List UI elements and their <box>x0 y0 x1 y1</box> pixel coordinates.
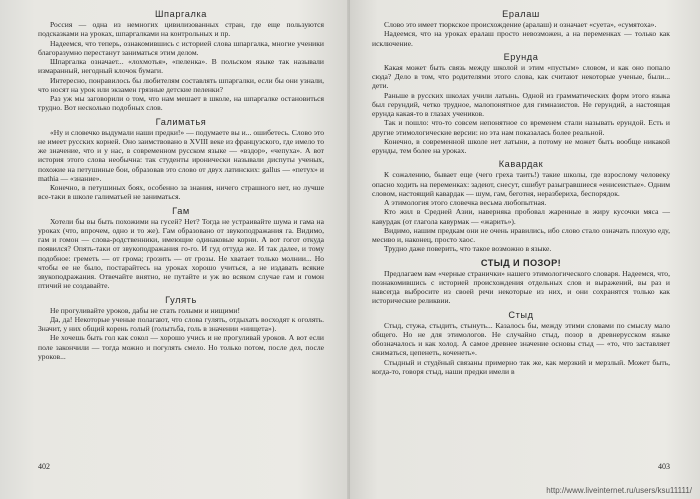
paragraph: Хотели бы вы быть похожими на гусей? Нет? Тогда не устраивайте шума и гама на уроках (что, впрочем, одно и то же). Гам образовано от звукоподражания га. Видимо, гам и гомон — слова-родственники, имеющие одинаковые корни. А вот гогот откуда появился? Опять-таки от звукоподражания го-го. И гуд оттуда же. И так далее, и тому подобное: греметь — от грома; грозить — от грозы. Не хватает только молнии... Но чтобы ее не было, постарайтесь на уроках хорошо учиться, а не издавать всякие звукоподражания. Отвечайте внятно, не путайте и уж во всяком случае гам и гомон птичий не создавайте. <box>38 216 324 291</box>
section-heading: Ерунда <box>503 51 539 62</box>
paragraph: Слово это имеет тюркское происхождение (аралаш) и означает «суета», «сумятоха». <box>384 20 657 29</box>
section-heading: Гам <box>172 205 190 216</box>
paragraph: Не хочешь быть гол как сокол — хорошо учись и не прогуливай уроков. А вот если поле закончили — тогда можно и погулять смело. Но только потом, после дел, после уроков... <box>38 333 324 361</box>
page-number-right: 403 <box>658 462 670 471</box>
paragraph: Кто жил в Средней Азии, наверняка пробовал жаренные в жиру кусочки мяса — кавурдак (от глагола кавурмак — «жарить»). <box>372 207 670 226</box>
paragraph: Да, да! Некоторые ученые полагают, что слова гулять, отдыхать восходят к оголять. Значит, у них общий корень голый (голытьба, голь в значении «нищета»). <box>38 314 324 333</box>
paragraph: Россия — одна из немногих цивилизованных стран, где еще пользуются подсказками на уроках, шпаргалками на контрольных и пр. <box>38 20 324 39</box>
article-section <box>372 8 670 48</box>
section-heading: СТЫД И ПОЗОР! <box>480 257 562 268</box>
paragraph: «Ну и словечко выдумали наши предки!» — подумаете вы и... ошибетесь. Слово это не имеет русских корней. Оно заимствовано в XVIII веке из французского, где имело то же значение, что и у нас, в современном русском языке — «вздор», «чепуха». А вот история этого слова необычна: так студенты иронически называли диспуты ученых, похожие на петушиные бои, образовав это слово от двух латинских: gallus — «петух» и mathia — «знание». <box>38 127 324 183</box>
paragraph: Трудно даже поверить, что такое возможно в языке. <box>384 244 552 254</box>
paragraph: Видимо, нашим предкам они не очень нравились, ибо слово стало означать плохую еду, месиво и, наконец, просто хаос. <box>372 225 670 244</box>
paragraph: Не прогуливайте уроков, дабы не стать голыми и нищими! <box>50 305 240 315</box>
paragraph: Раньше в русских школах учили латынь. Одной из грамматических форм этого языка был герундий, четко трудное, малопонятное для гимназистов. Не герундий, а настоящая ерунда какая-то в глазах учеников. <box>372 90 670 118</box>
article-section <box>372 48 670 156</box>
paragraph: Конечно, в петушиных боях, особенно за знания, ничего страшного нет, но лучше все-таки в школе галиматьей не заниматься. <box>38 183 324 202</box>
section-heading: Кавардак <box>498 159 544 170</box>
paragraph: Так и пошло: что-то совсем непонятное со временем стали называть ерундой. Есть и другие этимологические версии: но эта нам показалась более реальной. <box>372 118 670 137</box>
watermark-url[interactable]: http://www.liveinternet.ru/users/ksu11111/ <box>546 486 692 495</box>
article-section <box>38 8 324 113</box>
article-section <box>38 291 324 362</box>
paragraph: Конечно, в современной школе нет латыни, а потому не может быть вообще никакой ерунды, тем более на уроках. <box>372 136 670 155</box>
paragraph: Надеемся, что на уроках ералаш просто невозможен, а на переменках — только как исключение. <box>372 29 670 48</box>
section-heading: Гулять <box>165 294 197 305</box>
paragraph: Какая может быть связь между школой и этим «пустым» словом, и как оно попало сюда? Дело в том, что родителями этого слова, как считают некоторые ученые, были... дети. <box>372 62 670 91</box>
paragraph: Интересно, понравилось бы любителям составлять шпаргалки, если бы они узнали, что носят на урок или экзамен грязные детские пеленки? <box>38 75 324 94</box>
article-section <box>372 254 670 306</box>
section-heading: Стыд <box>508 309 534 320</box>
right-page <box>350 0 700 499</box>
article-section <box>38 202 324 291</box>
paragraph: К сожалению, бывает еще (чего греха таить!) такие школы, где взрослому человеку опасно ходить на переменках: задеют, снесут, сшибут разыгравшиеся «енисеистые». Одним словом, настоящий кавардак — шум, гам, беготня, неразбериха, беспорядок. <box>372 170 670 198</box>
paragraph: Шпаргалка означает... «лохмотья», «пеленка». В польском языке так называли измаранный, негодный клочок бумаги. <box>38 57 324 76</box>
page-number-left: 402 <box>38 462 50 471</box>
article-section <box>38 113 324 202</box>
article-section <box>372 155 670 253</box>
paragraph: Надеемся, что теперь, ознакомившись с историей слова шпаргалка, многие ученики благоразумно перестанут заниматься этим делом. <box>38 38 324 57</box>
article-section <box>372 306 670 377</box>
paragraph: Раз уж мы заговорили о том, что нам мешает в школе, на шпаргалке остановиться трудно. Вот несколько подобных слов. <box>38 94 324 113</box>
paragraph: Стыдный и студёный связаны примерно так же, как мерзкий и мерзлый. Может быть, когда-то, говоря стыд, наши предки имели в <box>372 357 670 376</box>
section-heading: Ералаш <box>502 9 540 19</box>
paragraph: А этимология этого словечка весьма любопытная. <box>384 198 547 207</box>
section-heading: Галиматья <box>155 116 207 127</box>
section-heading: Шпаргалка <box>155 9 207 19</box>
paragraph: Предлагаем вам «черные странички» нашего этимологического словаря. Надеемся, что, познакомившись с историей происхождения отдельных слов и выражений, вы раз и навсегда выбросите из своей речи некоторые из них, и они сохранятся только как исторические реликвии. <box>372 268 670 306</box>
paragraph: Стыд, стужа, стыдить, стынуть... Казалось бы, между этими словами по смыслу мало общего. Но не для этимологов. Не случайно стыд, позор в древнерусском языке обозначалось и как холод. А самое древнее значение основы стыд — «то, что заставляет сжиматься, цепенеть, коченеть». <box>372 320 670 358</box>
